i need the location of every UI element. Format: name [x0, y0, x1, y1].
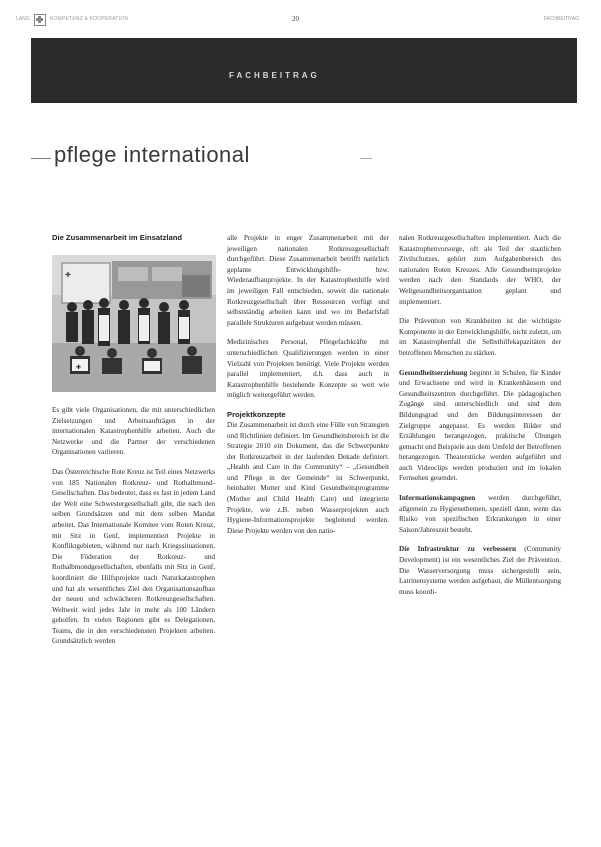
column-1-body — [52, 405, 215, 656]
title-rule-right — [360, 158, 372, 159]
heading-projektkonzepte: Projektkonzepte — [227, 409, 286, 419]
paragraph: Medizinisches Personal, Pflegefachkräfte mit unterschiedlichen Qualifizierungen werden in einer Vielzahl von Projekten benötigt. Viele Projekte werden parallel implementiert, d.h. dass auch in Katastrophenhilfe bestehende Konzepte so weit wie möglich weitergeführt werden. — [227, 338, 389, 400]
column-3 — [399, 233, 561, 606]
paragraph — [399, 493, 561, 535]
svg-text:✚: ✚ — [76, 365, 82, 371]
paragraph — [399, 544, 561, 597]
paragraph-text: werden durchgeführt, allgemein zu Hygienethemen, speziell dann, wenn das Risiko von spezifischen Erkrankungen in einer Saison/Jahreszeit besteht. — [399, 494, 561, 534]
paragraph: nalen Rotkreuzgesellschaften implementiert. Auch die Katastrophenvorsorge, oft als Teil der staatlichen Zivilschutzes, gehört zum Aufgabenbereich des nationalen Roten Kreuzes. Alle Gesundheitsprojekte werden nach den Standards der WHO, der Weltgesundheitsorganisation geplant und implementiert. — [399, 234, 561, 306]
paragraph: Die Prävention von Krankheiten ist die wichtigste Komponente in der Entwicklungshilfe, nicht zuletzt, um im Katastrophenfall die Selbsthilfekapazitäten der betroffenen Menschen zu stärken. — [399, 317, 561, 357]
running-header — [0, 12, 601, 26]
red-cross-logo-icon — [34, 14, 46, 26]
paragraph: Es gibt viele Organisationen, die mit unterschiedlichen Zielsetzungen und Arbeitsaufträgen in der internationalen Katastrophenhilfe arbeiten. Auch die Netzwerke und die Partner der verschiedenen Organisationen variieren. — [52, 406, 215, 457]
paragraph: alle Projekte in enger Zusammenarbeit mit der jeweiligen nationalen Rotkreuzgesellschaft durchgeführt. Diese Zusammenarbeit betrifft natürlich geplante Entwicklungshilfe- bzw. Wiederaufbauprojekte. In der Katastrophenhilfe wird im jeweiligen Fall entschieden, soweit die nationale Rotkreuzgesellschaft über Ressourcen verfügt und selbstständig arbeiten kann und wo im Bedarfsfall parallele Strukturen aufgebaut werden müssen. — [227, 234, 389, 327]
lead-term: Gesundheitserziehung — [399, 368, 468, 377]
svg-text:✚: ✚ — [65, 272, 71, 279]
column-2 — [227, 233, 389, 545]
paragraph: Die Zusammenarbeit ist durch eine Fülle von Strategien und Richtlinien definiert. Im Gesundheitsbereich ist die Strategie 2010 ein Dokument, das die Schwerpunkte der Rotkreuzarbeit in der laufenden Dekade definiert. „Health and Care in the Community“ – „Gesundheit und Pflege in der Gemeinde“ ist Schwerpunkt, beinhaltet Mutter und Kind Gesundheitsprogramme (Mother and Child Health Care) und integrierte Projekte, wie z.B. neben Wasserprojekten auch Hygiene-Informationsprojekte begleitend werden. Diese Projekte werden von den natio- — [227, 420, 389, 535]
header-brand: KOMPETENZ & KOOPERATION — [50, 16, 129, 22]
lead-term: Die Infrastruktur zu verbessern — [399, 545, 517, 554]
lead-term: Informationskampagnen — [399, 494, 476, 503]
group-photo-image — [52, 255, 216, 392]
paragraph-text: beginnt in Schulen, für Kinder und Erwachsene und wird in Krankenhäusern und Gesundheitszentren durchgeführt. Die pädagogischen Zugänge sind unterschiedlich und sind dem Bildungsgrad und den Bildungsinteressen der Zielgruppe angepasst. Es werden Bilder und Erzählungen herangezogen, praktische Übungen gemacht und Beispiele aus dem Umfeld der Betroffenen herangezogen. Theaterstücke werden aufgeführt und auch Videoclips werden produziert und im lokalen Fernsehen gesendet. — [399, 368, 561, 483]
column-1-head — [52, 233, 215, 243]
group-photo — [52, 255, 216, 392]
section-band — [31, 38, 577, 103]
title-rule-left — [31, 158, 51, 159]
header-prefix: LANG — [16, 16, 30, 22]
page-number: 20 — [292, 15, 299, 23]
paragraph-text: (Community Development) ist ein wesentliches Ziel der Prävention. Die Wasserversorgung muss sichergestellt sein, Latrinensysteme werden aufgebaut, die Müllentsorgung muss koordi- — [399, 545, 561, 596]
header-right: FACHBEITRAG — [543, 16, 579, 22]
article-title: pflege international — [54, 142, 250, 167]
paragraph: Das Österreichische Rote Kreuz ist Teil eines Netzwerks von 185 Nationalen Rotkreuz- und Rothalbmond-Gesellschaften. Das bedeutet, dass es fast in jedem Land der Welt eine Schwestergesellschaft gibt, die nach den selben Grundsätzen und mit dem selben Mandat arbeitet. Das Internationale Komitee vom Roten Kreuz, mit Sitz in Genf, implementiert Projekte in Konfliktgebieten, während nur nach Kriegssituationen. Die Föderation der Rotkreuz- und Rothalbmondgesellschaften, ebenfalls mit Sitz in Genf, koordiniert die Hilfsprojekte nach Naturkatastrophen und hat als wesentliches Ziel den Organisationsaufbau der neuen und schwächeren Rotkreuzgesellschaften. Weltweit wird jedes Jahr in mehr als 100 Ländern geholfen. In vielen Regionen gibt es Delegationen, Teams, die in den verschiedensten Projekten arbeiten. Grundsätzlich werden — [52, 467, 215, 646]
heading-zusammenarbeit: Die Zusammenarbeit im Einsatzland — [52, 233, 182, 242]
article-title-row — [0, 140, 601, 176]
section-label: FACHBEITRAG — [229, 71, 320, 80]
paragraph — [399, 368, 561, 485]
